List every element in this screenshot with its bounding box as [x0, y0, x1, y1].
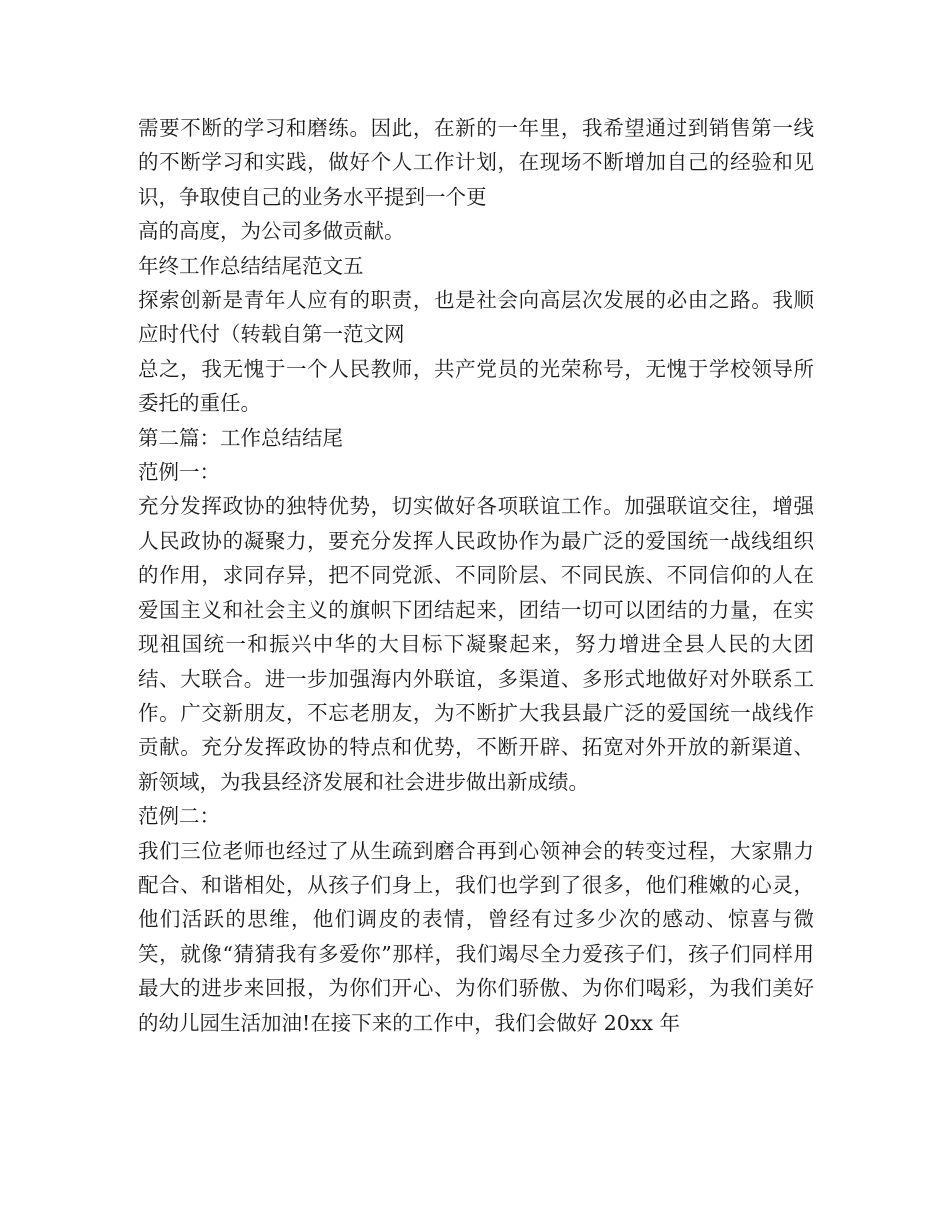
document-body [138, 111, 814, 1040]
example-two-label: 范例二： [138, 804, 220, 829]
paragraph-example-two: 我们三位老师也经过了从生疏到磨合再到心领神会的转变过程，大家鼎力配合、和谐相处，从孩子们身上，我们也学到了很多，他们稚嫩的心灵，他们活跃的思维，他们调皮的表情，曾经有过多少次的感动、惊喜与微笑，就像“猜猜我有多爱你”那样，我们竭尽全力爱孩子们，孩子们同样用最大的进步来回报，为你们开心、为你们骄傲、为你们喝彩，为我们美好的幼儿园生活加油!在接下来的工作中，我们会做好 20xx 年 [138, 838, 814, 1035]
section-heading-part-two: 第二篇：工作总结结尾 [138, 425, 343, 450]
paragraph-example-one: 充分发挥政协的独特优势，切实做好各项联谊工作。加强联谊交往，增强人民政协的凝聚力，要充分发挥人民政协作为最广泛的爱国统一战线组织的作用，求同存异，把不同党派、不同阶层、不同民族、不同信仰的人在爱国主义和社会主义的旗帜下团结起来，团结一切可以团结的力量，在实现祖国统一和振兴中华的大目标下凝聚起来，努力增进全县人民的大团结、大联合。进一步加强海内外联谊，多渠道、多形式地做好对外联系工作。广交新朋友，不忘老朋友，为不断扩大我县最广泛的爱国统一战线作贡献。充分发挥政协的特点和优势，不断开辟、拓宽对外开放的新渠道、新领域，为我县经济发展和社会进步做出新成绩。 [138, 494, 814, 794]
section-heading-sample-five: 年终工作总结结尾范文五 [138, 253, 364, 278]
paragraph-conclusion: 总之，我无愧于一个人民教师，共产党员的光荣称号，无愧于学校领导所委托的重任。 [138, 356, 814, 416]
paragraph-continuation-end: 高的高度，为公司多做贡献。 [138, 219, 405, 244]
example-one-label: 范例一： [138, 460, 220, 485]
paragraph-innovation: 探索创新是青年人应有的职责，也是社会向高层次发展的必由之路。我顺应时代付（转载自第一范文网 [138, 288, 814, 347]
paragraph-continuation: 需要不断的学习和磨练。因此，在新的一年里，我希望通过到销售第一线的不断学习和实践，做好个人工作计划，在现场不断增加自己的经验和见识，争取使自己的业务水平提到一个更 [138, 116, 814, 209]
